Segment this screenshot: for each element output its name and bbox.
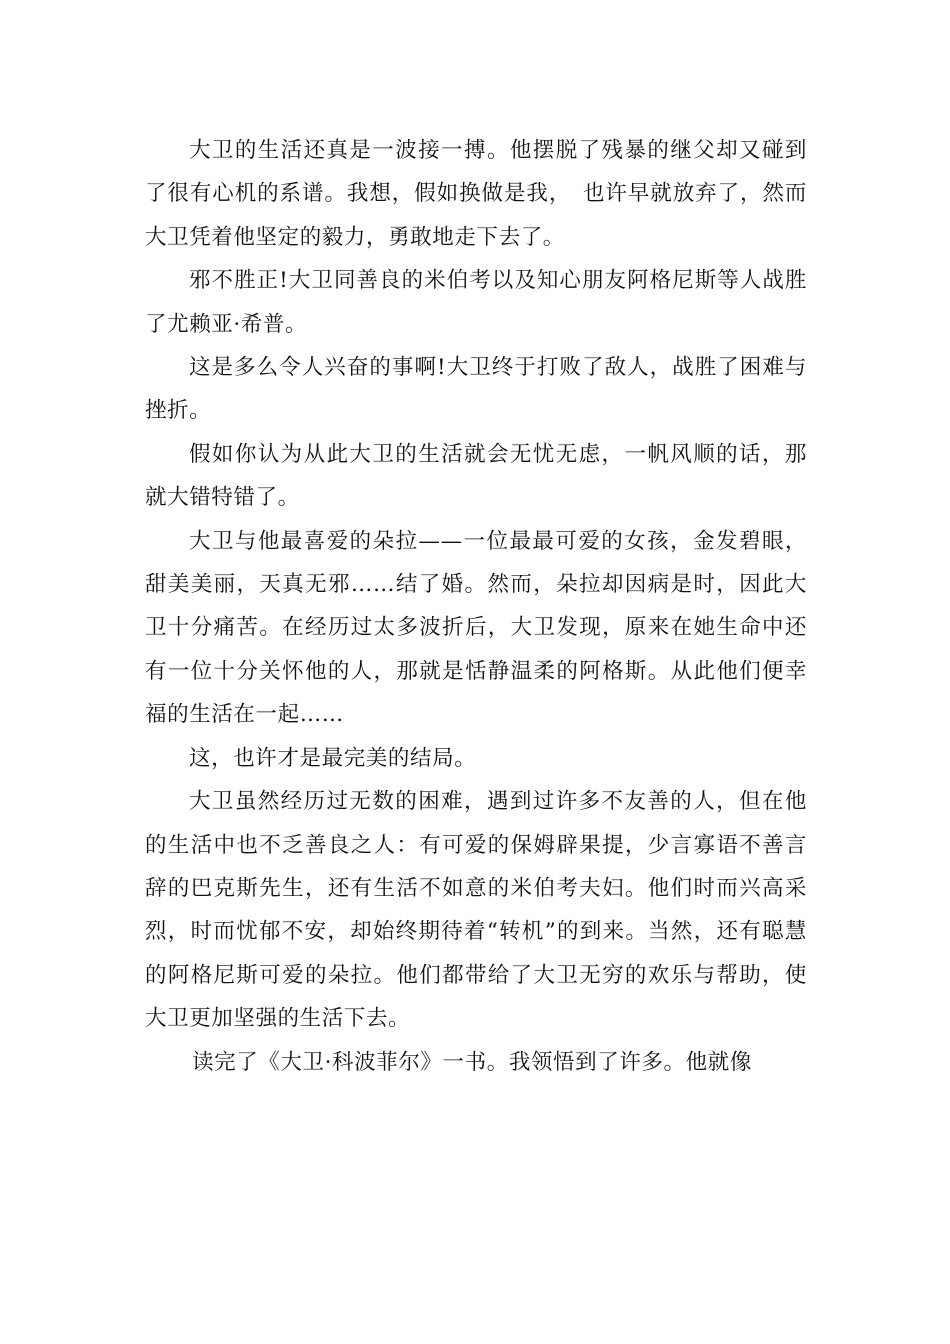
document-body xyxy=(145,129,807,1084)
paragraph-6: 这，也许才是最完美的结局。 xyxy=(189,745,477,771)
paragraph-1: 大卫的生活还真是一波接一搏。他摆脱了残暴的继父却又碰到了很有心机的系谱。我想，假如换做是我， 也许早就放弃了，然而大卫凭着他坚定的毅力，勇敢地走下去了。 xyxy=(145,138,807,250)
paragraph-2: 邪不胜正!大卫同善良的米伯考以及知心朋友阿格尼斯等人战胜了尤赖亚·希普。 xyxy=(145,268,807,337)
paragraph-4: 假如你认为从此大卫的生活就会无忧无虑，一帆风顺的话，那就大错特错了。 xyxy=(145,441,807,511)
paragraph-8: 读完了《大卫·科波菲尔》一书。我领悟到了许多。他就像 xyxy=(192,1049,752,1075)
paragraph-3: 这是多么令人兴奋的事啊!大卫终于打败了敌人，战胜了困难与挫折。 xyxy=(145,355,807,424)
paragraph-7: 大卫虽然经历过无数的困难，遇到过许多不友善的人，但在他的生活中也不乏善良之人：有可爱的保姆辟果提，少言寡语不善言辞的巴克斯先生，还有生活不如意的米伯考夫妇。他们时而兴高采烈，时而忧郁不安，却始终期待着“转机”的到来。当然，还有聪慧的阿格尼斯可爱的朵拉。他们都带给了大卫无穷的欢乐与帮助，使大卫更加坚强的生活下去。 xyxy=(145,789,807,1032)
paragraph-5: 大卫与他最喜爱的朵拉——一位最最可爱的女孩，金发碧眼，甜美美丽，天真无邪……结了婚。然而，朵拉却因病是时，因此大卫十分痛苦。在经历过太多波折后，大卫发现，原来在她生命中还有一位十分关怀他的人，那就是恬静温柔的阿格斯。从此他们便幸福的生活在一起…… xyxy=(145,528,807,728)
